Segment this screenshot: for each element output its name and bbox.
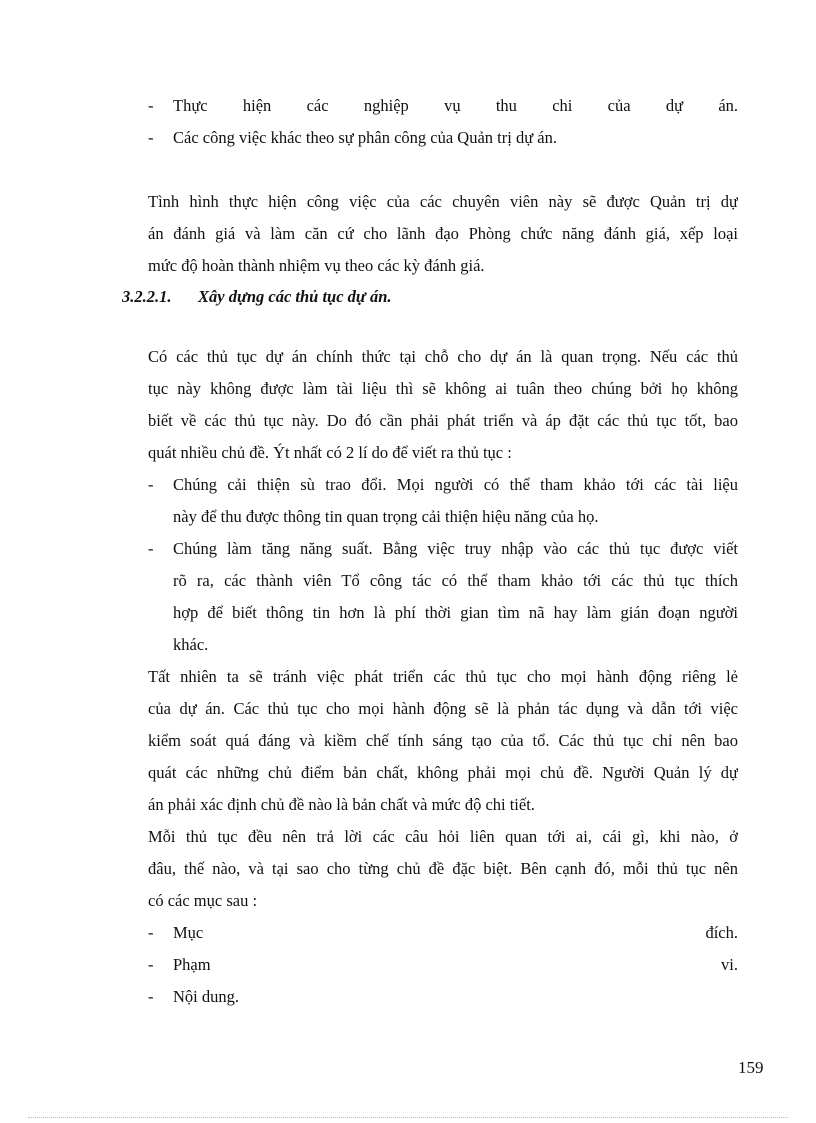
bullet-continuation <box>148 597 738 629</box>
paragraph-line: mức độ hoàn thành nhiệm vụ theo các kỳ đánh giá. <box>148 256 485 275</box>
bullet-continuation <box>148 565 738 597</box>
word: Thực <box>173 96 208 115</box>
paragraph-line: kiểm soát quá đáng và kiềm chế tính sáng tạo của tổ. Các thủ tục chỉ nên bao <box>148 731 738 750</box>
bullet-dash: - <box>148 96 154 115</box>
bullet-dash: - <box>148 128 154 147</box>
paragraph-line: án phải xác định chủ đề nào là bản chất và mức độ chi tiết. <box>148 795 535 814</box>
paragraph-line: tục này không được làm tài liệu thì sẽ không ai tuân theo chúng bởi họ không <box>148 379 738 398</box>
word: vụ <box>444 96 461 115</box>
bullet-continuation-text: rõ ra, các thành viên Tổ công tác có thể tham khảo tới các thủ tục thích <box>173 571 738 590</box>
bullet-item <box>148 122 738 154</box>
section-heading <box>122 287 392 307</box>
section-number: 3.2.2.1. <box>122 287 172 306</box>
list-item <box>148 949 738 981</box>
paragraph-line: án đánh giá và làm căn cứ cho lãnh đạo Phòng chức năng đánh giá, xếp loại <box>148 224 738 243</box>
bullet-continuation: này để thu được thông tin quan trọng cải thiện hiệu năng của họ. <box>173 507 599 526</box>
paragraph-line: biết về các thủ tục này. Do đó cần phải phát triển và áp đặt các thủ tục tốt, bao <box>148 411 738 430</box>
bullet-text <box>173 917 738 949</box>
bullet-text: Chúng làm tăng năng suất. Bằng việc truy nhập vào các thủ tục được viết <box>173 539 738 558</box>
word: các <box>306 96 329 115</box>
bullet-text <box>173 90 738 122</box>
bullet-item <box>148 533 738 565</box>
bullet-item <box>148 90 738 122</box>
word: nghiệp <box>363 96 409 115</box>
section-title: Xây dựng các thủ tục dự án. <box>198 287 392 306</box>
word: Phạm <box>173 955 211 974</box>
list-item <box>148 917 738 949</box>
word: hiện <box>242 96 272 115</box>
paragraph-line: Tất nhiên ta sẽ tránh việc phát triển các thủ tục cho mọi hành động riêng lẻ <box>148 667 738 686</box>
top-bullet-list <box>148 90 738 154</box>
page-number: 159 <box>738 1058 764 1077</box>
bullet-continuation-text: hợp để biết thông tin hơn là phí thời gian tìm nã hay làm gián đoạn người <box>173 603 738 622</box>
paragraph-line: quát nhiều chủ đề. Ýt nhất có 2 lí do để viết ra thủ tục : <box>148 443 512 462</box>
word: vi. <box>721 955 738 974</box>
bullet-text: Chúng cải thiện sù trao đổi. Mọi người có thể tham khảo tới các tài liệu <box>173 475 738 494</box>
paragraph-line: có các mục sau : <box>148 891 258 910</box>
bullet-text <box>173 949 738 981</box>
word: án. <box>718 96 738 115</box>
bullet-text: Các công việc khác theo sự phân công của Quản trị dự án. <box>173 128 557 147</box>
paragraph-line: quát các những chủ điểm bản chất, không phải mọi chủ đề. Người Quản lý dự <box>148 763 738 782</box>
word: dự <box>665 96 684 115</box>
bullet-dash: - <box>148 987 154 1006</box>
word: đích. <box>705 923 738 942</box>
bullet-dash: - <box>148 955 154 974</box>
word: Mục <box>173 923 204 942</box>
bullet-dash: - <box>148 475 154 494</box>
bullet-text: Nội dung. <box>173 987 239 1006</box>
word: chi <box>552 96 573 115</box>
bullet-continuation: khác. <box>173 635 209 654</box>
bullet-dash: - <box>148 539 154 558</box>
paragraph-line: Có các thủ tục dự án chính thức tại chỗ cho dự án là quan trọng. Nếu các thủ <box>148 347 738 366</box>
paragraph-line: Mỗi thủ tục đều nên trả lời các câu hỏi liên quan tới ai, cái gì, khi nào, ở <box>148 827 738 846</box>
footer-divider <box>28 1117 788 1118</box>
word: của <box>607 96 631 115</box>
list-item <box>148 981 738 1013</box>
bullet-item <box>148 469 738 501</box>
paragraph <box>148 341 738 1013</box>
bullet-dash: - <box>148 923 154 942</box>
paragraph <box>148 186 738 282</box>
paragraph-line: đâu, thế nào, và tại sao cho từng chủ đề đặc biệt. Bên cạnh đó, mỗi thủ tục nên <box>148 859 738 878</box>
word: thu <box>495 96 517 115</box>
paragraph-line: Tình hình thực hiện công việc của các chuyên viên này sẽ được Quản trị dự <box>148 192 738 211</box>
paragraph-line: của dự án. Các thủ tục cho mọi hành động sẽ là phản tác dụng và dẫn tới việc <box>148 699 738 718</box>
